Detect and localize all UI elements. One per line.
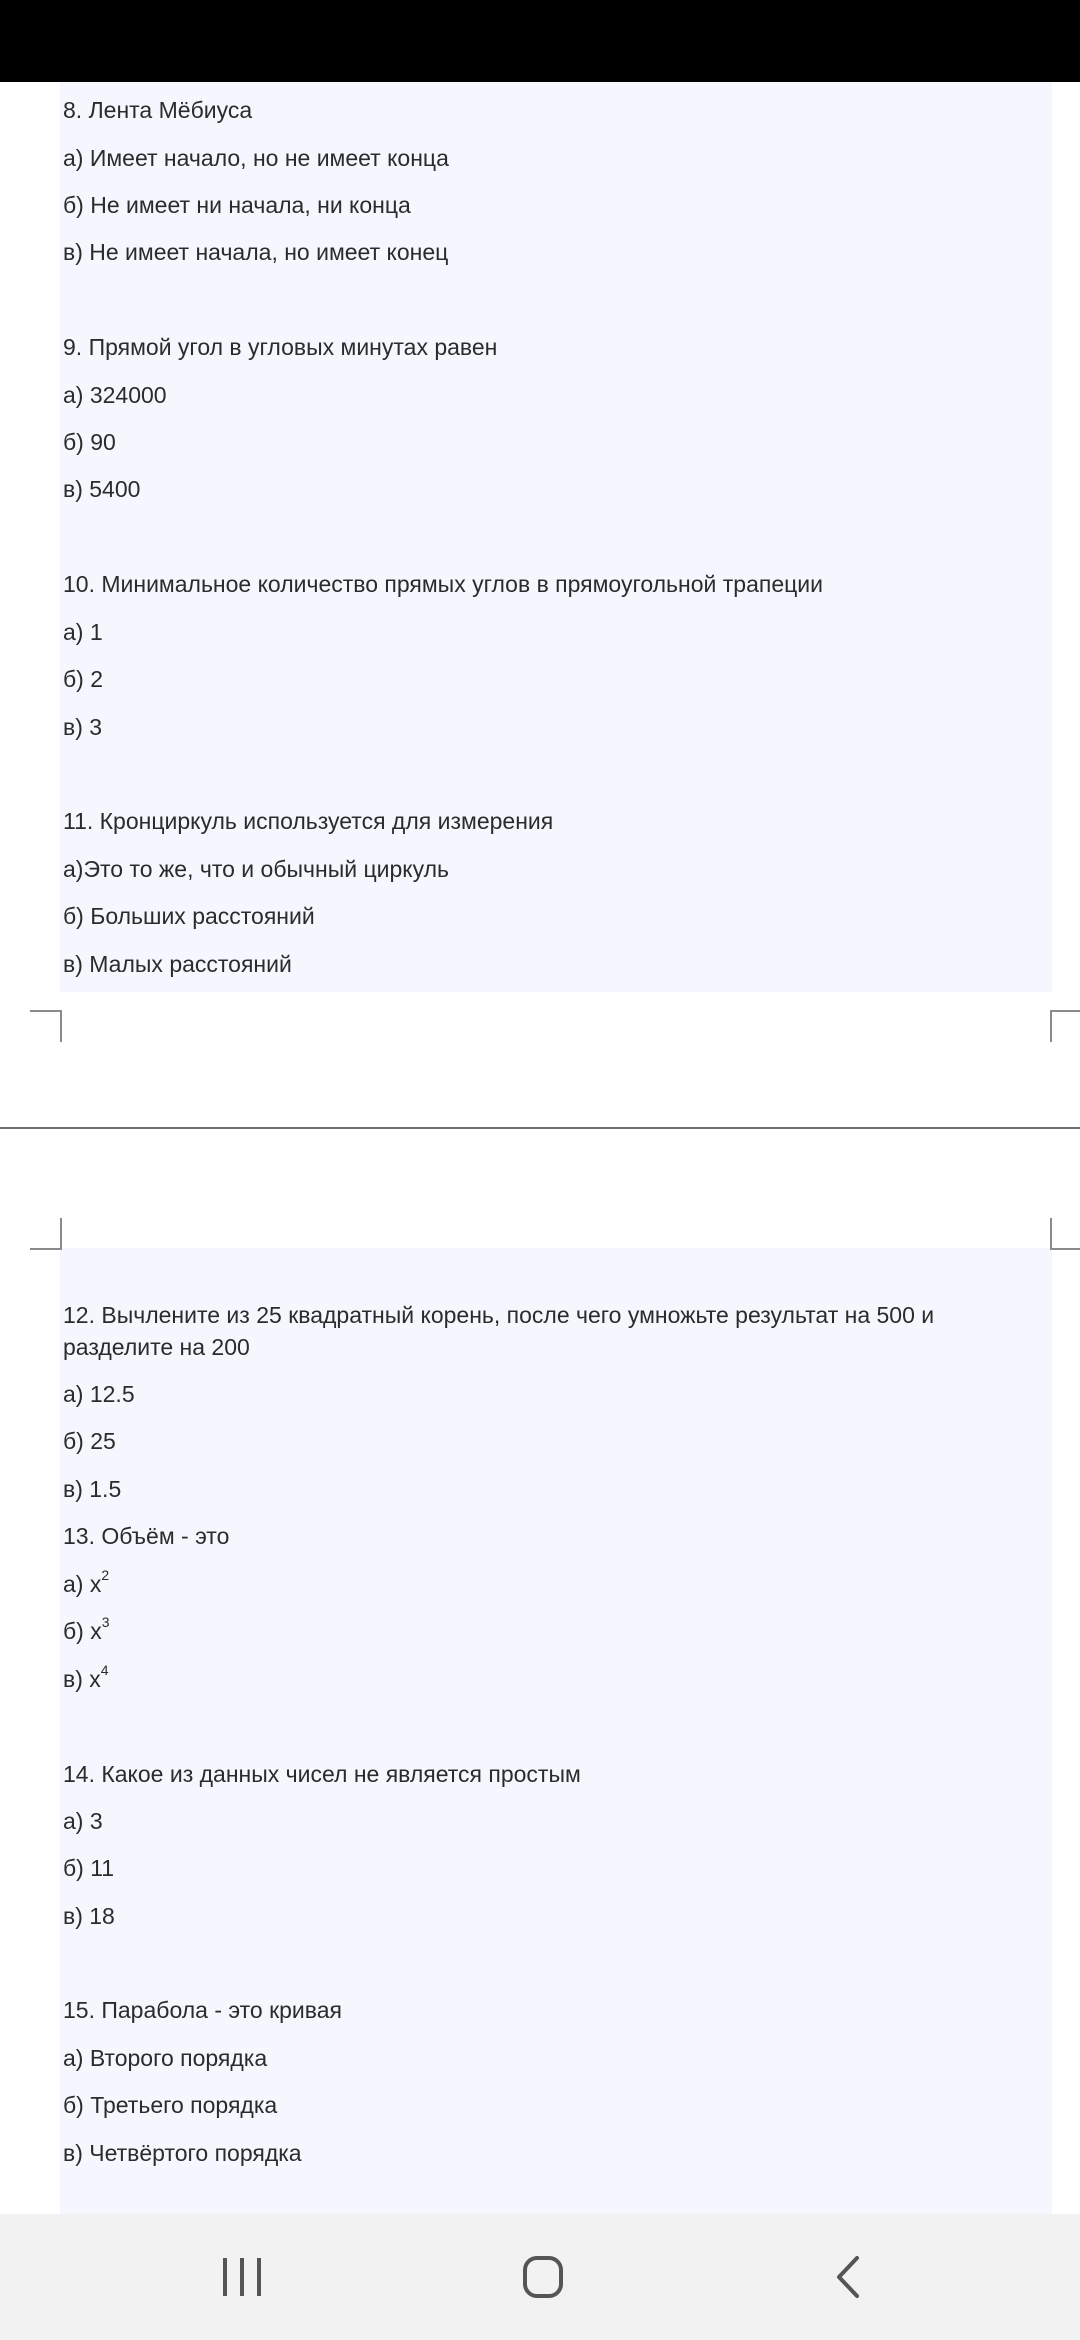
question-15-option-c: в) Четвёртого порядка [63, 2140, 302, 2166]
question-9-option-b: б) 90 [63, 429, 116, 455]
question-11-option-a: а)Это то же, что и обычный циркуль [63, 856, 450, 882]
question-13-option-a-exponent: 2 [101, 1567, 110, 1583]
question-13-option-c-base: в) x [63, 1666, 101, 1692]
question-12-option-c: в) 1.5 [63, 1476, 122, 1502]
question-14-title: 14. Какое из данных чисел не является простым [63, 1761, 581, 1787]
home-icon [463, 2214, 623, 2340]
question-11-title: 11. Кронциркуль используется для измерения [63, 808, 554, 834]
question-13-option-b-exponent: 3 [101, 1614, 110, 1630]
back-button[interactable] [767, 2214, 927, 2340]
question-8-option-a: а) Имеет начало, но не имеет конца [63, 145, 449, 171]
home-button[interactable] [463, 2214, 623, 2340]
status-bar [0, 0, 1080, 82]
question-15-option-a: а) Второго порядка [63, 2045, 268, 2071]
question-12-option-b: б) 25 [63, 1428, 116, 1454]
page-margin-corner-bottom-right [1050, 1218, 1080, 1250]
question-12-option-a: а) 12.5 [63, 1381, 135, 1407]
question-13-option-c-exponent: 4 [100, 1662, 109, 1678]
question-8-title: 8. Лента Мёбиуса [63, 97, 253, 123]
question-9-option-c: в) 5400 [63, 476, 141, 502]
question-12-title: 12. Вычлените из 25 квадратный корень, после чего умножьте результат на 500 и разделите на 200 [63, 1302, 935, 1360]
question-10-option-b: б) 2 [63, 666, 104, 692]
page-separator [0, 1127, 1080, 1129]
question-10-option-c: в) 3 [63, 714, 103, 740]
question-15-title: 15. Парабола - это кривая [63, 1997, 342, 2023]
recents-icon [162, 2214, 322, 2340]
question-13-option-a-base: а) x [63, 1571, 102, 1597]
page-margin-corner-top-right [1050, 1010, 1080, 1042]
back-icon [767, 2214, 927, 2340]
question-10-title: 10. Минимальное количество прямых углов в прямоугольной трапеции [63, 571, 823, 597]
page-margin-corner-top-left [30, 1010, 62, 1042]
question-8-option-b: б) Не имеет ни начала, ни конца [63, 192, 411, 218]
question-14-option-b: б) 11 [63, 1855, 115, 1881]
question-13-option-b [63, 1615, 1003, 1647]
question-13-title: 13. Объём - это [63, 1523, 230, 1549]
question-13-option-b-base: б) x [63, 1618, 102, 1644]
recents-button[interactable] [162, 2214, 322, 2340]
navigation-bar [0, 2214, 1080, 2340]
question-10-option-a: а) 1 [63, 619, 103, 645]
question-11-option-c: в) Малых расстояний [63, 951, 292, 977]
question-14-option-a: а) 3 [63, 1808, 103, 1834]
page-margin-corner-bottom-left [30, 1218, 62, 1250]
question-9-title: 9. Прямой угол в угловых минутах равен [63, 334, 498, 360]
question-13-option-c [63, 1663, 1003, 1695]
question-13-option-a [63, 1568, 1003, 1600]
question-9-option-a: а) 324000 [63, 382, 167, 408]
question-11-option-b: б) Больших расстояний [63, 903, 315, 929]
question-15-option-b: б) Третьего порядка [63, 2092, 278, 2118]
question-8-option-c: в) Не имеет начала, но имеет конец [63, 239, 449, 265]
question-14-option-c: в) 18 [63, 1903, 115, 1929]
